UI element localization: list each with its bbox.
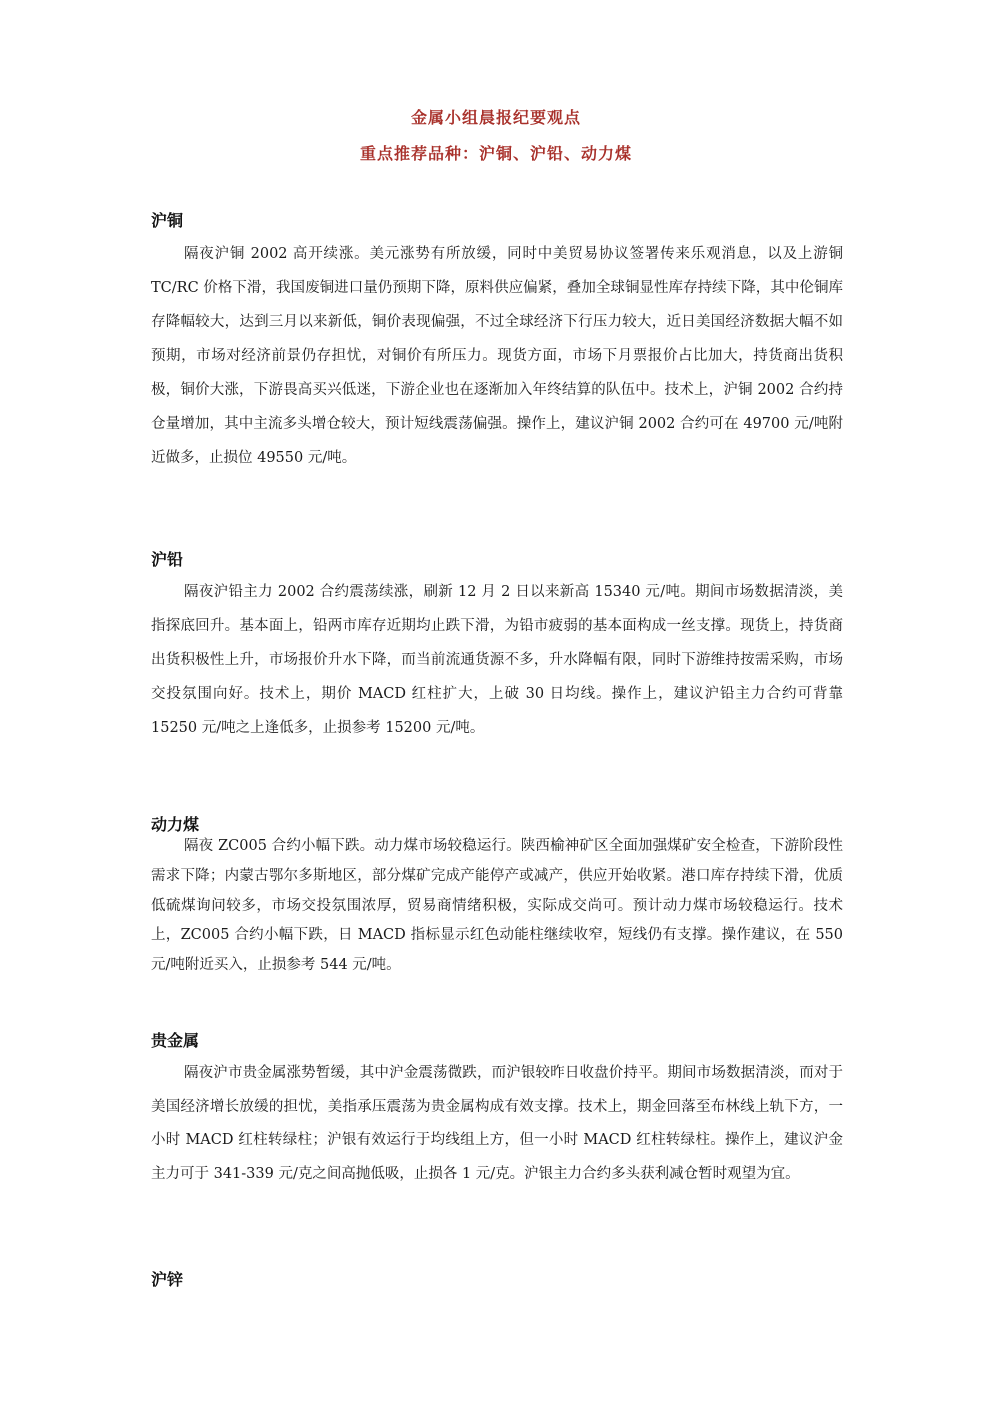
section-body-precious-metals: 隔夜沪市贵金属涨势暂缓，其中沪金震荡微跌，而沪银较昨日收盘价持平。期间市场数据清淡，而对于美国经济增长放缓的担忧，美指承压震荡为贵金属构成有效支撑。技术上，期金回落至布林线上轨下方，一小时 MACD 红柱转绿柱；沪银有效运行于均线组上方，但一小时 MACD 红柱转绿柱。操作上，建议沪金主力可于 341-339 元/克之间高抛低吸，止损各 1 元/克。沪银主力合约多头获利减仓暂时观望为宜。 — [151, 1065, 843, 1182]
section-heading-thermal-coal: 动力煤 — [151, 815, 200, 834]
page-title: 金属小组晨报纪要观点 — [410, 108, 581, 127]
section-body-thermal-coal: 隔夜 ZC005 合约小幅下跌。动力煤市场较稳运行。陕西榆神矿区全面加强煤矿安全检查，下游阶段性需求下降；内蒙古鄂尔多斯地区，部分煤矿完成产能停产或减产，供应开始收紧。港口库存持续下滑，优质低硫煤询问较多，市场交投氛围浓厚，贸易商情绪积极，实际成交尚可。预计动力煤市场较稳运行。技术上，ZC005 合约小幅下跌，日 MACD 指标显示红色动能柱继续收窄，短线仍有支撑。操作建议，在 550 元/吨附近买入，止损参考 544 元/吨。 — [151, 838, 843, 974]
section-body-lead: 隔夜沪铅主力 2002 合约震荡续涨，刷新 12 月 2 日以来新高 15340 元/吨。期间市场数据清淡，美指探底回升。基本面上，铅两市库存近期均止跌下滑，为铅市疲弱的基本面构成一丝支撑。现货上，持货商出货积极性上升，市场报价升水下降，而当前流通货源不多，升水降幅有限，同时下游维持按需采购，市场交投氛围向好。技术上，期价 MACD 红柱扩大，上破 30 日均线。操作上，建议沪铅主力合约可背靠 15250 元/吨之上逢低多，止损参考 15200 元/吨。 — [151, 584, 843, 736]
page-subtitle: 重点推荐品种：沪铜、沪铅、动力煤 — [359, 144, 632, 163]
section-heading-lead: 沪铅 — [151, 550, 184, 569]
section-body-copper: 隔夜沪铜 2002 高开续涨。美元涨势有所放缓，同时中美贸易协议签署传来乐观消息，以及上游铜 TC/RC 价格下滑，我国废铜进口量仍预期下降，原料供应偏紧，叠加全球铜显性库存持续下降，其中伦铜库存降幅较大，达到三月以来新低，铜价表现偏强，不过全球经济下行压力较大，近日美国经济数据大幅不如预期，市场对经济前景仍存担忧，对铜价有所压力。现货方面，市场下月票报价占比加大，持货商出货积极，铜价大涨，下游畏高买兴低迷，下游企业也在逐渐加入年终结算的队伍中。技术上，沪铜 2002 合约持仓量增加，其中主流多头增仓较大，预计短线震荡偏强。操作上，建议沪铜 2002 合约可在 49700 元/吨附近做多，止损位 49550 元/吨。 — [151, 246, 843, 466]
section-heading-precious-metals: 贵金属 — [151, 1031, 200, 1050]
section-heading-copper: 沪铜 — [151, 211, 184, 230]
section-heading-zinc: 沪锌 — [151, 1270, 184, 1289]
